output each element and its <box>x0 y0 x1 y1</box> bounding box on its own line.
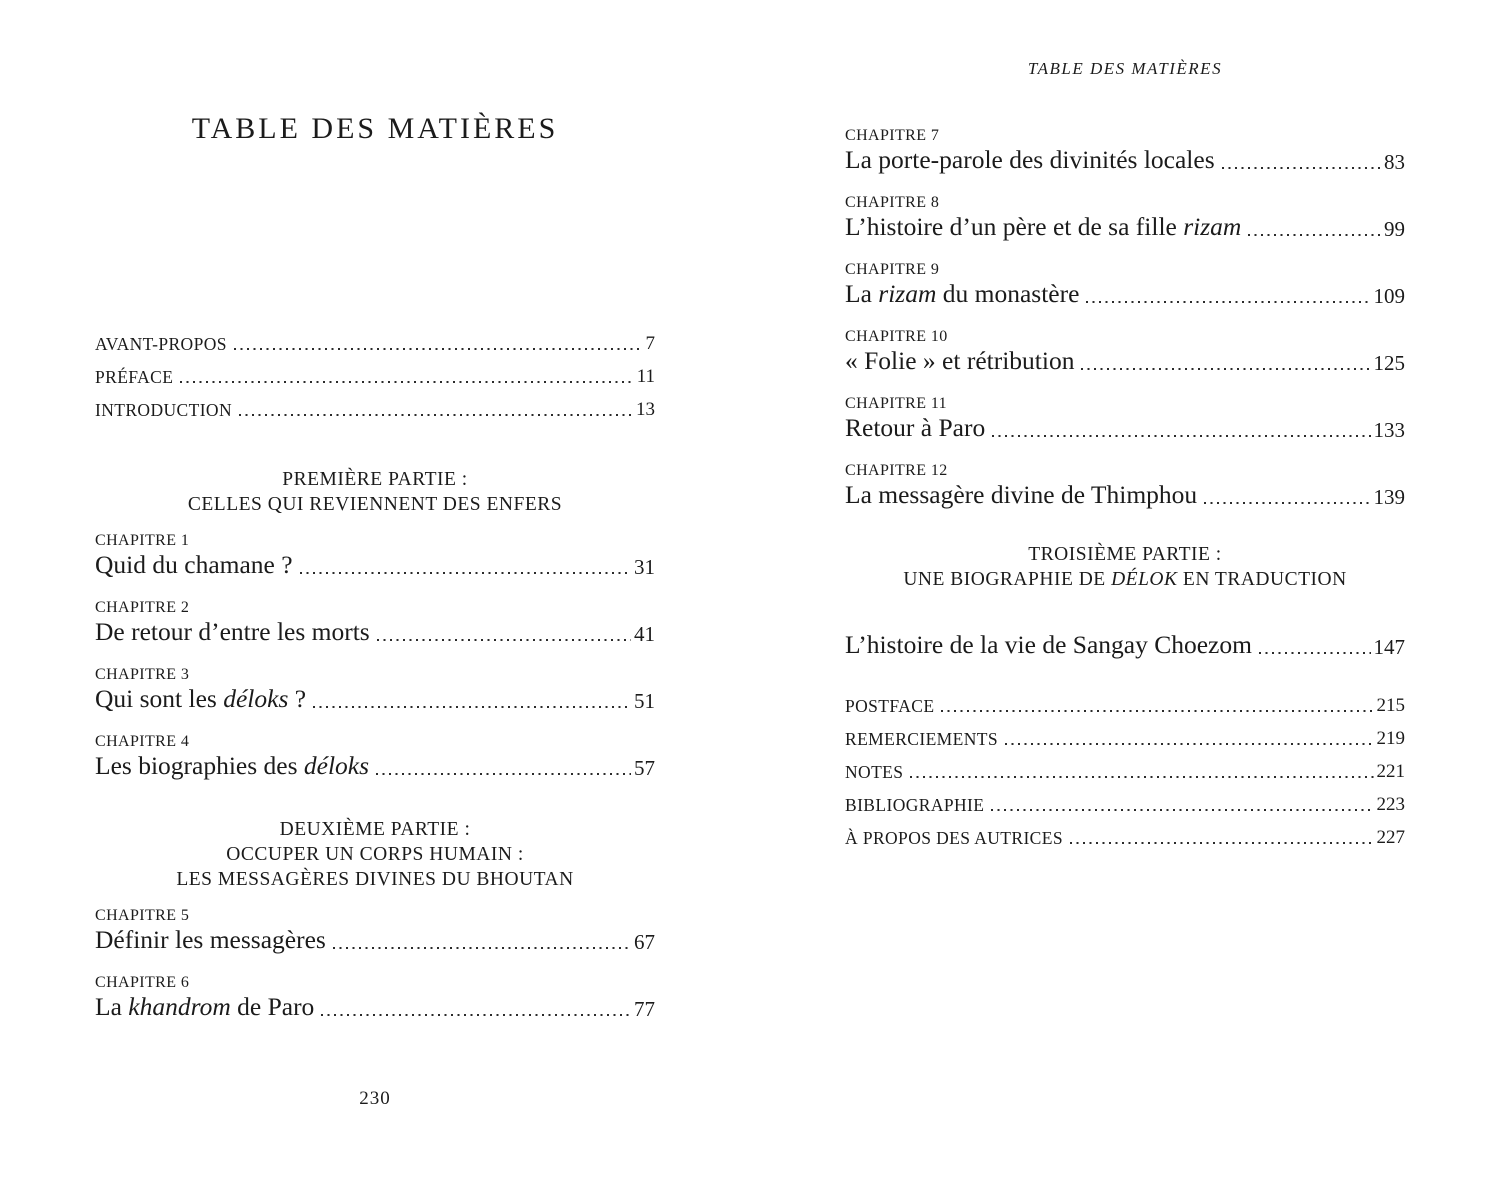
dot-leader <box>910 776 1373 778</box>
italic-term: khandrom <box>128 992 231 1021</box>
toc-entry <box>845 783 1405 816</box>
toc-entry <box>845 750 1405 783</box>
chapter-title-row <box>845 480 1405 510</box>
title-text: Retour à Paro <box>845 413 986 442</box>
entry-page-number: 13 <box>636 399 655 420</box>
entry-page-number: 223 <box>1376 794 1405 815</box>
chapter-page-number: 147 <box>1373 635 1405 659</box>
title-text: UNE BIOGRAPHIE DE <box>903 569 1112 590</box>
chapter-page-number: 51 <box>634 689 655 713</box>
dot-leader <box>1086 301 1370 303</box>
chapter-title-row <box>95 751 655 781</box>
chapter-label: CHAPITRE 3 <box>95 666 190 683</box>
back-matter-list <box>845 684 1405 849</box>
chapter-title <box>845 145 1215 175</box>
chapter-entry <box>845 260 1405 309</box>
chapter-page-number: 77 <box>634 997 655 1021</box>
entry-page-number: 7 <box>645 333 655 354</box>
chapter-title-row <box>845 212 1405 242</box>
chapter-page-number: 109 <box>1373 284 1405 308</box>
entry-label: PRÉFACE <box>95 367 174 387</box>
italic-term: déloks <box>303 751 370 780</box>
chapter-entry <box>845 327 1405 376</box>
toc-entry <box>845 684 1405 717</box>
dot-leader <box>1204 502 1370 504</box>
chapters-part-1 <box>95 531 655 781</box>
italic-term: rizam <box>878 279 937 308</box>
chapter-label: CHAPITRE 11 <box>845 395 948 412</box>
chapter-title-row <box>845 145 1405 175</box>
entry-page-number: 215 <box>1376 695 1405 716</box>
chapter-label: CHAPITRE 5 <box>95 907 190 924</box>
title-text: La <box>845 279 879 308</box>
chapter-title <box>95 550 293 580</box>
dot-leader <box>1005 743 1374 745</box>
chapter-page-number: 99 <box>1384 217 1405 241</box>
dot-leader <box>376 773 631 775</box>
chapter-entry <box>845 394 1405 443</box>
title-text: Qui sont les <box>95 684 224 713</box>
dot-leader <box>941 710 1373 712</box>
toc-entry <box>95 322 655 355</box>
chapter-page-number: 41 <box>634 622 655 646</box>
chapter-label: CHAPITRE 10 <box>845 328 948 345</box>
chapter-title <box>95 617 370 647</box>
chapter-entry <box>95 732 655 781</box>
chapter-title <box>845 212 1241 242</box>
chapter-entry <box>95 973 655 1022</box>
chapter-title-row <box>95 550 655 580</box>
chapter-label: CHAPITRE 7 <box>845 127 940 144</box>
italic-term: rizam <box>1183 212 1242 241</box>
chapter-label: CHAPITRE 2 <box>95 599 190 616</box>
chapter-page-number: 83 <box>1384 150 1405 174</box>
chapter-title <box>845 346 1074 376</box>
chapter-title-row <box>845 630 1405 660</box>
folio-page-number: 230 <box>359 1088 391 1109</box>
dot-leader <box>992 435 1370 437</box>
entry-label: POSTFACE <box>845 696 935 716</box>
entry-label: À PROPOS DES AUTRICES <box>845 828 1063 848</box>
chapter-label: CHAPITRE 6 <box>95 974 190 991</box>
chapter-entry <box>95 598 655 647</box>
chapter-title <box>845 279 1079 309</box>
part-2-title-line-1: OCCUPER UN CORPS HUMAIN : <box>226 844 524 865</box>
chapter-label: CHAPITRE 12 <box>845 462 948 479</box>
title-text: du monastère <box>936 279 1080 308</box>
dot-leader <box>321 1014 631 1016</box>
front-matter-list <box>95 322 655 421</box>
toc-entry <box>845 717 1405 750</box>
title-text: Définir les messagères <box>95 925 326 954</box>
dot-leader <box>1248 234 1381 236</box>
chapter-title-row <box>95 992 655 1022</box>
chapter-page-number: 31 <box>634 555 655 579</box>
dot-leader <box>1222 167 1381 169</box>
part-2-title-line-2: LES MESSAGÈRES DIVINES DU BHOUTAN <box>176 869 574 890</box>
chapter-label: CHAPITRE 8 <box>845 194 940 211</box>
chapter-page-number: 125 <box>1373 351 1405 375</box>
chapter-entry <box>95 906 655 955</box>
entry-page-number: 219 <box>1376 728 1405 749</box>
chapters-part-2-continued <box>845 126 1405 510</box>
title-text: Quid du chamane ? <box>95 550 293 579</box>
title-text: EN TRADUCTION <box>1177 569 1347 590</box>
title-text: La messagère divine de Thimphou <box>845 480 1198 509</box>
chapter-entry <box>95 531 655 580</box>
chapter-title <box>95 992 314 1022</box>
dot-leader <box>1081 368 1370 370</box>
entry-page-number: 11 <box>636 366 655 387</box>
running-head: TABLE DES MATIÈRES <box>1027 59 1223 78</box>
chapter-title <box>845 413 985 443</box>
chapter-page-number: 67 <box>634 930 655 954</box>
dot-leader <box>180 381 633 383</box>
entry-page-number: 221 <box>1376 761 1405 782</box>
part-3-heading <box>845 542 1405 592</box>
title-text: L’histoire de la vie de Sangay Choezom <box>845 630 1252 659</box>
chapter-title <box>95 925 326 955</box>
chapter-page-number: 57 <box>634 756 655 780</box>
entry-label: INTRODUCTION <box>95 400 233 420</box>
title-text: La porte-parole des divinités locales <box>845 145 1215 174</box>
part-1-heading <box>95 467 655 517</box>
title-text: L’histoire d’un père et de sa fille <box>845 212 1184 241</box>
dot-leader <box>991 809 1373 811</box>
title-text: « Folie » et rétribution <box>845 346 1075 375</box>
part-3-label: TROISIÈME PARTIE : <box>1028 544 1222 565</box>
chapter-title-row <box>95 925 655 955</box>
title-text: de Paro <box>230 992 315 1021</box>
chapter-entry <box>95 665 655 714</box>
chapter-title-row <box>845 413 1405 443</box>
dot-leader <box>313 706 631 708</box>
part-2-label: DEUXIÈME PARTIE : <box>279 819 471 840</box>
toc-entry <box>95 388 655 421</box>
part-1-label: PREMIÈRE PARTIE : <box>282 469 468 490</box>
dot-leader <box>1070 842 1374 844</box>
dot-leader <box>1259 652 1371 654</box>
chapter-title <box>845 630 1252 660</box>
dot-leader <box>300 572 631 574</box>
entry-label: REMERCIEMENTS <box>845 729 998 749</box>
chapter-title-row <box>845 346 1405 376</box>
entry-label: BIBLIOGRAPHIE <box>845 795 985 815</box>
chapter-page-number: 139 <box>1373 485 1405 509</box>
left-page <box>95 0 655 1109</box>
chapter-label: CHAPITRE 4 <box>95 733 190 750</box>
chapter-page-number: 133 <box>1373 418 1405 442</box>
chapter-title-row <box>95 617 655 647</box>
chapter-entry <box>845 461 1405 510</box>
dot-leader <box>377 639 631 641</box>
chapter-title-row <box>845 279 1405 309</box>
entry-label: AVANT-PROPOS <box>95 334 227 354</box>
chapter-entry <box>845 126 1405 175</box>
chapter-title-row <box>95 684 655 714</box>
chapter-title <box>95 684 306 714</box>
right-page <box>845 0 1405 849</box>
dot-leader <box>234 348 643 350</box>
part-3-title <box>845 567 1405 592</box>
part-1-title: CELLES QUI REVIENNENT DES ENFERS <box>187 494 563 515</box>
title-text: Les biographies des <box>95 751 304 780</box>
chapter-entry <box>845 193 1405 242</box>
title-text: De retour d’entre les morts <box>95 617 370 646</box>
chapter-title <box>845 480 1197 510</box>
page-title: TABLE DES MATIÈRES <box>191 112 559 145</box>
translation-entry <box>845 630 1405 660</box>
chapter-label: CHAPITRE 9 <box>845 261 940 278</box>
toc-entry <box>845 816 1405 849</box>
toc-entry <box>95 355 655 388</box>
dot-leader <box>239 414 633 416</box>
italic-term: DÉLOK <box>1111 569 1178 590</box>
entry-page-number: 227 <box>1376 827 1405 848</box>
chapters-part-2 <box>95 906 655 1022</box>
entry-label: NOTES <box>845 762 904 782</box>
chapter-title <box>95 751 369 781</box>
part-2-heading <box>95 817 655 892</box>
chapter-label: CHAPITRE 1 <box>95 532 190 549</box>
italic-term: déloks <box>223 684 289 713</box>
title-text: La <box>95 992 129 1021</box>
title-text: ? <box>288 684 307 713</box>
dot-leader <box>333 947 631 949</box>
